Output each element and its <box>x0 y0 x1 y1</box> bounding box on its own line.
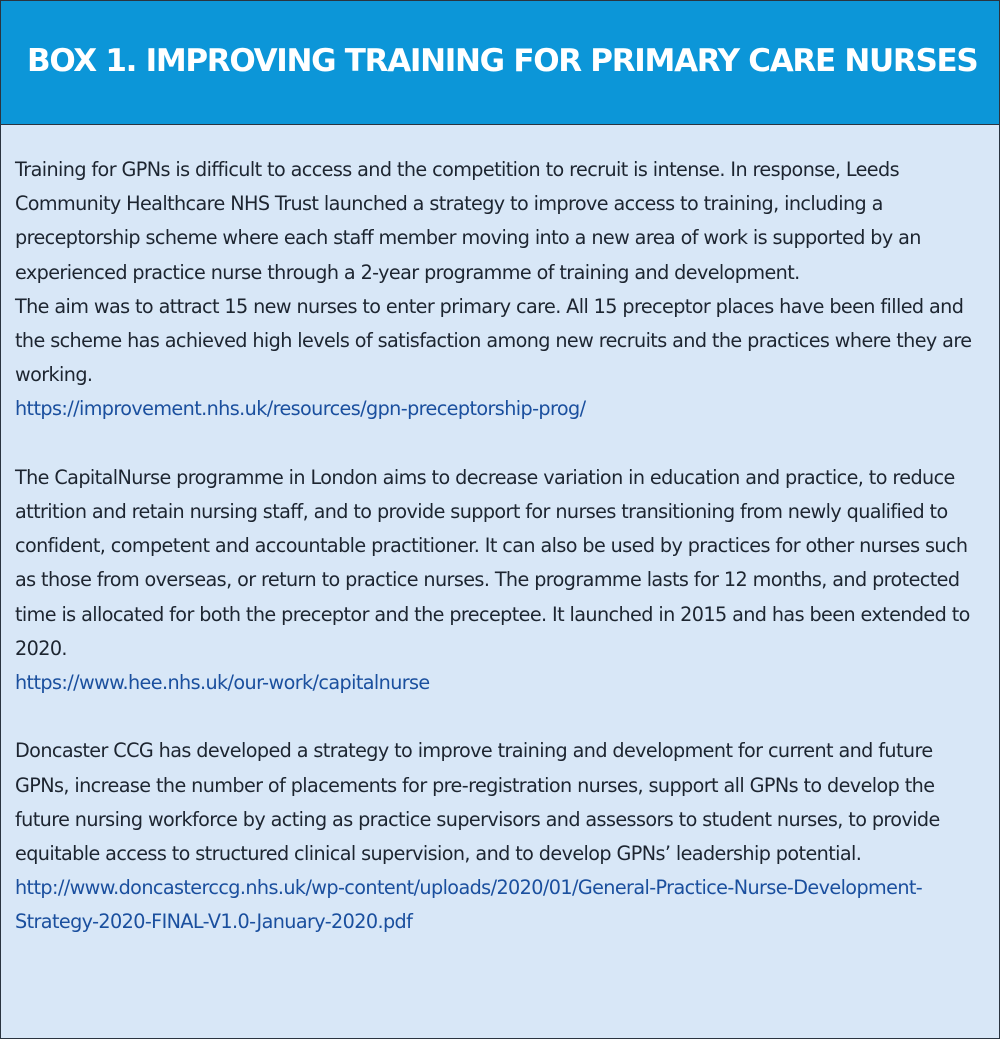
section-doncaster-ccg <box>15 734 987 939</box>
box-header <box>1 1 999 125</box>
link-doncaster-strategy[interactable]: http://www.doncasterccg.nhs.uk/wp-content/uploads/2020/01/General-Practice-Nurse-Development-Strategy-2020-FINAL-V1.0-January-2020.pdf <box>15 876 923 934</box>
paragraph: The CapitalNurse programme in London aims to decrease variation in education and practice, to reduce attrition and retain nursing staff, and to provide support for nurses transitioning from newly qualified to confident, competent and accountable practitioner. It can also be used by practices for other nurses such as those from overseas, or return to practice nurses. The programme lasts for 12 months, and protected time is allocated for both the preceptor and the preceptee. It launched in 2015 and has been extended to 2020. <box>15 465 970 660</box>
link-gpn-preceptorship[interactable]: https://improvement.nhs.uk/resources/gpn-preceptorship-prog/ <box>15 397 586 421</box>
section-capitalnurse <box>15 461 987 700</box>
section-leeds-preceptorship <box>15 153 987 427</box>
paragraph: The aim was to attract 15 new nurses to enter primary care. All 15 preceptor places have been filled and the scheme has achieved high levels of satisfaction among new recruits and the practices where they are working. <box>15 294 972 387</box>
box-body <box>15 153 987 974</box>
link-capitalnurse[interactable]: https://www.hee.nhs.uk/our-work/capitalnurse <box>15 671 430 695</box>
paragraph: Doncaster CCG has developed a strategy to improve training and development for current and future GPNs, increase the number of placements for pre-registration nurses, support all GPNs to develop the future nursing workforce by acting as practice supervisors and assessors to student nurses, to provide equitable access to structured clinical supervision, and to develop GPNs’ leadership potential. <box>15 739 940 866</box>
box-title: BOX 1. IMPROVING TRAINING FOR PRIMARY CARE NURSES <box>27 43 978 79</box>
paragraph: Training for GPNs is difficult to access and the competition to recruit is intense. In response, Leeds Community Healthcare NHS Trust launched a strategy to improve access to training, including a preceptorship scheme where each staff member moving into a new area of work is supported by an experienced practice nurse through a 2-year programme of training and development. <box>15 158 921 284</box>
